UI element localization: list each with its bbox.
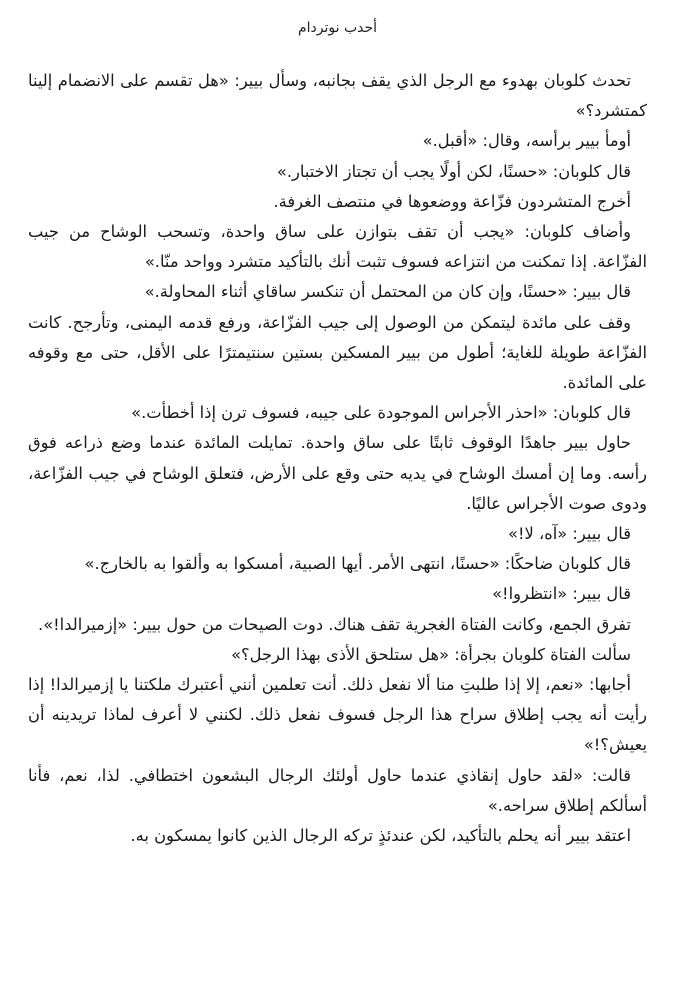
paragraph: تحدث كلوبان بهدوء مع الرجل الذي يقف بجانبه، وسأل بيير: «هل تقسم على الانضمام إلينا كمتشرد؟» xyxy=(28,71,647,121)
paragraph: سألت الفتاة كلوبان بجرأة: «هل ستلحق الأذى بهذا الرجل؟» xyxy=(231,644,631,664)
paragraph: وقف على مائدة ليتمكن من الوصول إلى جيب الفزّاعة، ورفع قدمه اليمنى، وتأرجح. كانت الفزّاعة طويلة للغاية؛ أطول من بيير المسكين بستين سنتيمترًا على الأقل، حتى مع وقوفه على المائدة. xyxy=(28,312,647,393)
page-body xyxy=(28,66,647,851)
paragraph: حاول بيير جاهدًا الوقوف ثابتًا على ساق واحدة. تمايلت المائدة عندما وضع ذراعه فوق رأسه. وما إن أمسك الوشاح في يديه حتى وقع على الأرض، فتعلق الوشاح في جيب الفزّاعة، ودوى صوت الأجراس عاليًا. xyxy=(28,433,647,513)
paragraph: قال كلوبان: «حسنًا، لكن أولًا يجب أن تجتاز الاختبار.» xyxy=(276,161,631,181)
paragraph: وأضاف كلوبان: «يجب أن تقف بتوازن على ساق واحدة، وتسحب الوشاح من جيب الفزّاعة. إذا تمكنت من انتزاعه فسوف تثبت أنك بالتأكيد متشرد وواحد منّا.» xyxy=(28,222,647,272)
paragraph: اعتقد بيير أنه يحلم بالتأكيد، لكن عندئذٍ تركه الرجال الذين كانوا يمسكون به. xyxy=(130,826,631,846)
paragraph: تفرق الجمع، وكانت الفتاة الغجرية تقف هناك. دوت الصيحات من حول بيير: «إزميرالدا!». xyxy=(38,614,631,634)
running-header: أحدب نوتردام xyxy=(297,20,378,36)
paragraph: قال بيير: «حسنًا، وإن كان من المحتمل أن تنكسر ساقاي أثناء المحاولة.» xyxy=(144,282,631,302)
paragraph: أجابها: «نعم، إلا إذا طلبتِ منا ألا نفعل ذلك. أنت تعلمين أنني أعتبرك ملكتنا يا إزميرالدا! إذا رأيت أنه يجب إطلاق سراح هذا الرجل فسوف نفعل ذلك. لكنني لا أعرف لماذا تريدينه أن يعيش؟!» xyxy=(28,675,647,755)
paragraph: قال بيير: «انتظروا!» xyxy=(492,584,631,604)
paragraph: قال كلوبان ضاحكًا: «حسنًا، انتهى الأمر. أيها الصبية، أمسكوا به وألقوا به بالخارج.» xyxy=(84,554,631,574)
paragraph: أخرج المتشردون فزّاعة ووضعوها في منتصف الغرفة. xyxy=(273,191,631,211)
paragraph: أومأ بيير برأسه، وقال: «أقبل.» xyxy=(422,131,631,151)
paragraph: قال بيير: «آه، لا!» xyxy=(508,524,631,544)
paragraph: قالت: «لقد حاول إنقاذي عندما حاول أولئك الرجال البشعون اختطافي. لذا، نعم، فأنا أسألكم إطلاق سراحه.» xyxy=(28,765,647,815)
paragraph: قال كلوبان: «احذر الأجراس الموجودة على جيبه، فسوف ترن إذا أخطأت.» xyxy=(131,403,631,423)
